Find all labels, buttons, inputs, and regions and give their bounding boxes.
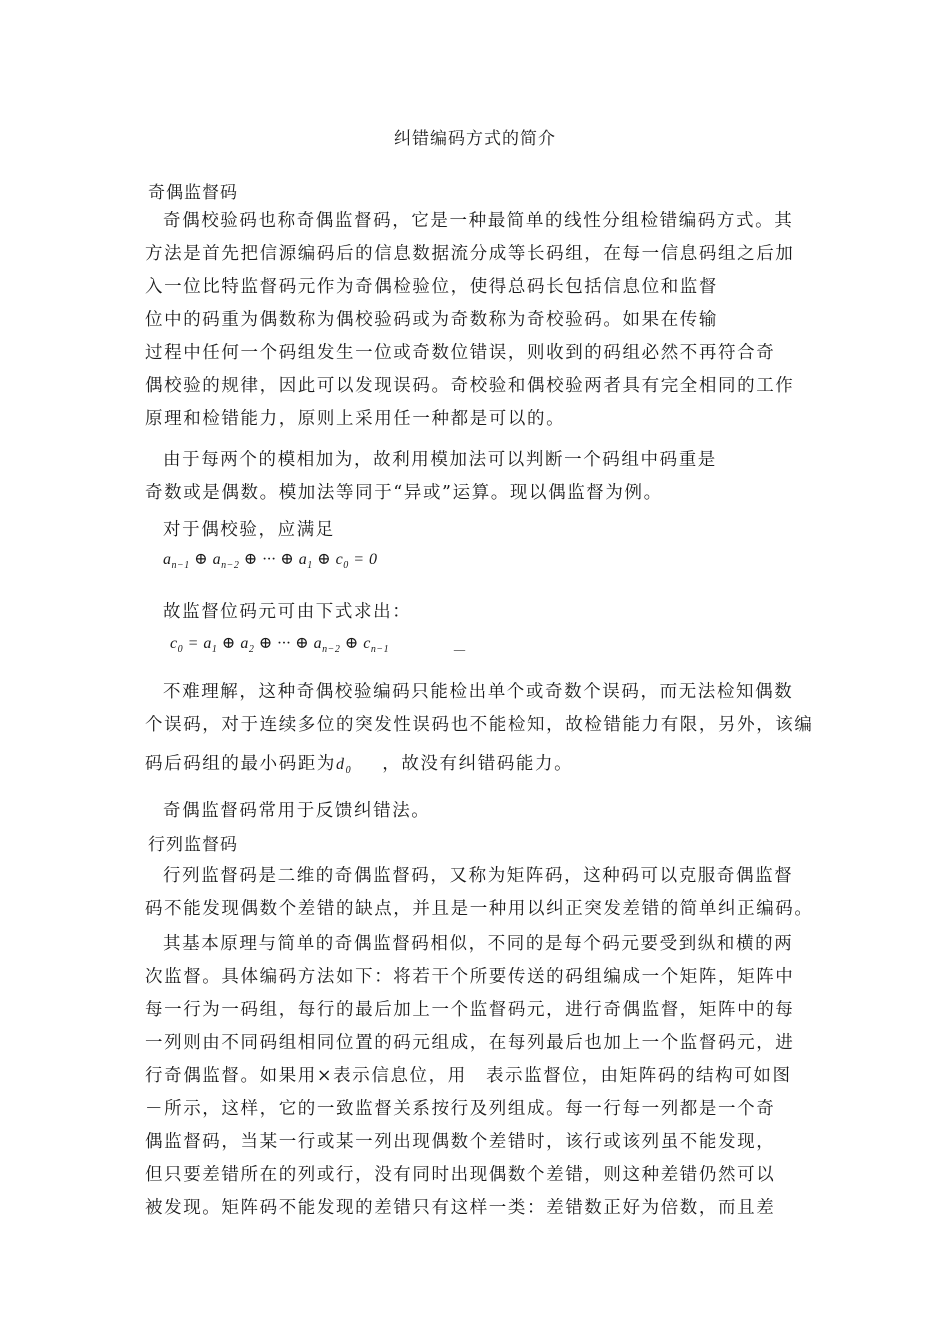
- check-bit-intro: 故监督位码元可由下式求出：: [163, 602, 412, 622]
- text-line: 次监督。具体编码方法如下：将若干个所要传送的码组编成一个矩阵，矩阵中: [145, 967, 795, 987]
- text-line: 方法是首先把信源编码后的信息数据流分成等长码组，在每一信息码组之后加: [145, 244, 795, 264]
- text-line: 入一位比特监督码元作为奇偶检验位，使得总码长包括信息位和监督: [145, 277, 718, 297]
- text-line: [145, 748, 805, 787]
- text-line: 被发现。矩阵码不能发现的差错只有这样一类：差错数正好为倍数，而且差: [145, 1198, 776, 1218]
- section-heading-row-column: 行列监督码: [148, 835, 238, 855]
- text-line: 行奇偶监督。如果用×表示信息位，用 表示监督位，由矩阵码的结构可如图: [145, 1066, 792, 1086]
- formula-check-bit: $c_0 = a_1$ ⊕ $a_2$ ⊕ ··· ⊕ $a_{n-2}$ ⊕ $c_{n-1}$: [170, 635, 390, 656]
- text-line: －所示，这样，它的一致监督关系按行及列组成。每一行每一列都是一个奇: [145, 1099, 776, 1119]
- text-line: 码不能发现偶数个差错的缺点，并且是一种用以纠正突发差错的简单纠正编码。: [145, 899, 814, 919]
- text-line: 由于每两个的模相加为，故利用模加法可以判断一个码组中码重是: [163, 450, 717, 470]
- text-line: 但只要差错所在的列或行，没有同时出现偶数个差错，则这种差错仍然可以: [145, 1165, 776, 1185]
- text-line: 位中的码重为偶数称为偶校验码或为奇数称为奇校验码。如果在传输: [145, 310, 718, 330]
- page-title: 纠错编码方式的简介: [394, 129, 556, 149]
- text-line: 行列监督码是二维的奇偶监督码，又称为矩阵码，这种码可以克服奇偶监督: [163, 866, 794, 886]
- text-line: 过程中任何一个码组发生一位或奇数位错误，则收到的码组必然不再符合奇: [145, 343, 776, 363]
- text-line: 原理和检错能力，原则上采用任一种都是可以的。: [145, 409, 566, 429]
- paragraph-modulo: [145, 444, 805, 510]
- paragraph-matrix-principle: [145, 928, 805, 1225]
- parity-usage-note: 奇偶监督码常用于反馈纠错法。: [163, 801, 431, 821]
- text-line: 偶校验的规律，因此可以发现误码。奇校验和偶校验两者具有完全相同的工作: [145, 376, 795, 396]
- paragraph-parity-intro: [145, 205, 805, 436]
- formula-tag: －: [452, 642, 468, 660]
- text-line: 奇数或是偶数。模加法等同于“异或”运算。现以偶监督为例。: [145, 483, 663, 503]
- text-line: 偶监督码，当某一行或某一列出现偶数个差错时，该行或该列虽不能发现，: [145, 1132, 776, 1152]
- section-heading-parity: 奇偶监督码: [148, 183, 238, 203]
- paragraph-matrix-intro: [145, 860, 814, 926]
- text-line: 其基本原理与简单的奇偶监督码相似，不同的是每个码元要受到纵和横的两: [163, 934, 794, 954]
- paragraph-limitations: [145, 676, 814, 787]
- text-fragment: ，故没有纠错码能力。: [382, 754, 574, 774]
- text-line: 每一行为一码组，每行的最后加上一个监督码元，进行奇偶监督，矩阵中的每: [145, 1000, 795, 1020]
- text-line: 一列则由不同码组相同位置的码元组成，在每列最后也加上一个监督码元，进: [145, 1033, 795, 1053]
- text-fragment: 码后码组的最小码距为: [145, 754, 336, 774]
- text-line: 个误码，对于连续多位的突发性误码也不能检知，故检错能力有限，另外，该编: [145, 715, 814, 735]
- text-line: 不难理解，这种奇偶校验编码只能检出单个或奇数个误码，而无法检知偶数: [163, 682, 794, 702]
- min-distance-symbol: $d_0$: [336, 756, 353, 777]
- formula-even-check: $a_{n-1}$ ⊕ $a_{n-2}$ ⊕ ··· ⊕ $a_1$ ⊕ $c_0 = 0$: [163, 551, 378, 572]
- even-check-condition: 对于偶校验，应满足: [163, 520, 335, 540]
- text-line: 奇偶校验码也称奇偶监督码，它是一种最简单的线性分组检错编码方式。其: [163, 211, 794, 231]
